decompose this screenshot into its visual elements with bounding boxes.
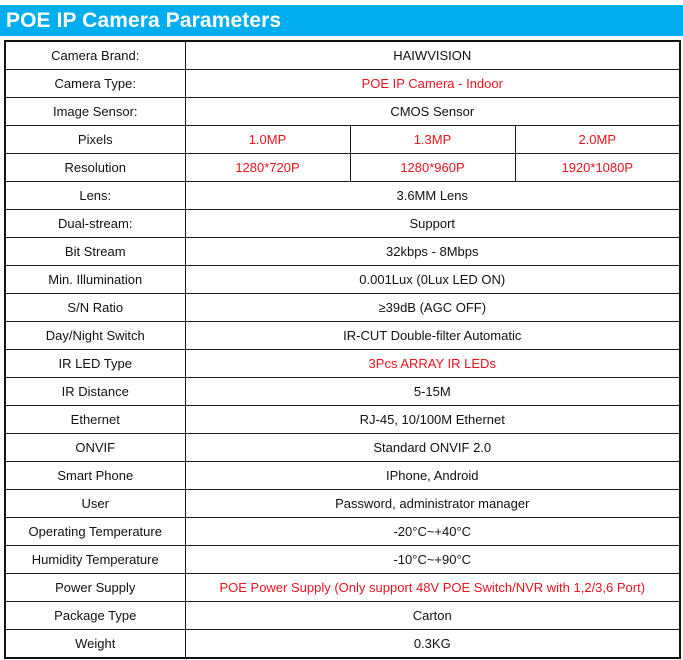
row-value: Standard ONVIF 2.0 (185, 434, 680, 462)
row-value: 0.001Lux (0Lux LED ON) (185, 266, 680, 294)
row-label: ONVIF (5, 434, 185, 462)
row-value: -20°C~+40°C (185, 518, 680, 546)
row-label: Lens: (5, 182, 185, 210)
row-value: 1920*1080P (515, 154, 680, 182)
table-row (5, 406, 680, 434)
row-value: CMOS Sensor (185, 98, 680, 126)
row-value: IPhone, Android (185, 462, 680, 490)
row-label: Camera Type: (5, 70, 185, 98)
row-value: 1.0MP (185, 126, 350, 154)
row-label: Operating Temperature (5, 518, 185, 546)
row-label: Resolution (5, 154, 185, 182)
table-row (5, 126, 680, 154)
row-value: RJ-45, 10/100M Ethernet (185, 406, 680, 434)
row-value: Support (185, 210, 680, 238)
row-label: Bit Stream (5, 238, 185, 266)
table-row (5, 378, 680, 406)
table-row (5, 602, 680, 630)
row-label: Min. Illumination (5, 266, 185, 294)
table-row (5, 294, 680, 322)
table-row (5, 574, 680, 602)
table-row (5, 630, 680, 659)
row-value: IR-CUT Double-filter Automatic (185, 322, 680, 350)
table-row (5, 210, 680, 238)
table-row (5, 490, 680, 518)
row-label: Ethernet (5, 406, 185, 434)
row-label: IR LED Type (5, 350, 185, 378)
table-row (5, 41, 680, 70)
row-label: Humidity Temperature (5, 546, 185, 574)
parameters-table (4, 40, 681, 659)
row-label: Day/Night Switch (5, 322, 185, 350)
row-label: Dual-stream: (5, 210, 185, 238)
table-row (5, 154, 680, 182)
row-value: 0.3KG (185, 630, 680, 659)
row-label: Camera Brand: (5, 41, 185, 70)
row-value: 1280*960P (350, 154, 515, 182)
table-row (5, 434, 680, 462)
row-value: POE Power Supply (Only support 48V POE Switch/NVR with 1,2/3,6 Port) (185, 574, 680, 602)
title-bar (0, 5, 683, 36)
table-row (5, 98, 680, 126)
row-label: Weight (5, 630, 185, 659)
row-value: 1.3MP (350, 126, 515, 154)
parameters-table-body (5, 41, 680, 658)
row-label: S/N Ratio (5, 294, 185, 322)
row-value: Carton (185, 602, 680, 630)
row-value: 32kbps - 8Mbps (185, 238, 680, 266)
row-label: Power Supply (5, 574, 185, 602)
table-row (5, 182, 680, 210)
page-title: POE IP Camera Parameters (6, 9, 282, 32)
table-row (5, 546, 680, 574)
row-value: -10°C~+90°C (185, 546, 680, 574)
row-label: Image Sensor: (5, 98, 185, 126)
row-value: 3Pcs ARRAY IR LEDs (185, 350, 680, 378)
row-value: 5-15M (185, 378, 680, 406)
row-value: Password, administrator manager (185, 490, 680, 518)
row-value: 3.6MM Lens (185, 182, 680, 210)
row-label: User (5, 490, 185, 518)
row-value: HAIWVISION (185, 41, 680, 70)
table-row (5, 266, 680, 294)
table-row (5, 70, 680, 98)
table-row (5, 462, 680, 490)
row-label: Package Type (5, 602, 185, 630)
row-value: 1280*720P (185, 154, 350, 182)
row-label: Pixels (5, 126, 185, 154)
table-row (5, 518, 680, 546)
row-value: POE IP Camera - Indoor (185, 70, 680, 98)
row-value: ≥39dB (AGC OFF) (185, 294, 680, 322)
table-row (5, 322, 680, 350)
row-value: 2.0MP (515, 126, 680, 154)
table-row (5, 238, 680, 266)
row-label: IR Distance (5, 378, 185, 406)
table-row (5, 350, 680, 378)
row-label: Smart Phone (5, 462, 185, 490)
